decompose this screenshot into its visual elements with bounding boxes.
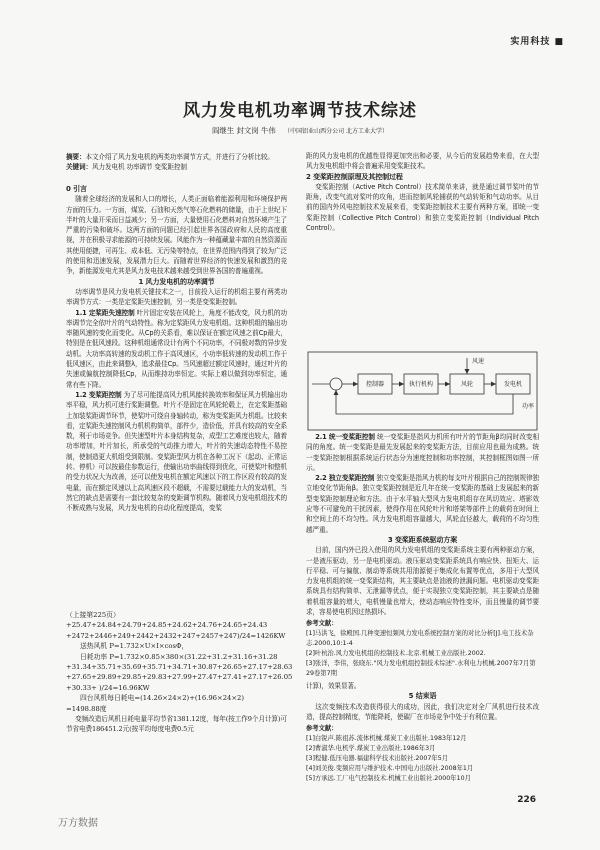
- calculation-block: [66, 610, 293, 735]
- paragraph-section-2-2: 独立变桨距是指风力机的每支叶片根据自己的控制规律独立地变化节距角β。独立变桨距控制是近几年在统一变桨距的基础上发展起来的新型变桨距控制理论和方法。由于水平轴大型风力发电机组存在风切效应、塔影效应等不可避免的干扰因素，使得作用在风轮叶片和塔架等部件上的载荷在时间上和空间上的不均匀性。风力发电机组容量越大，风轮直径越大，载荷的不均匀性越严重。: [306, 474, 539, 534]
- diagram-label-output: 功率: [521, 403, 535, 410]
- reference-item: [2]叶杭治.风力发电机组的控制技术.北京.机械工业出版社.2002.: [306, 650, 486, 657]
- heading-section-3: 3 变桨距系统驱动方案: [387, 535, 458, 544]
- author-line: [0, 125, 600, 136]
- reference-item: [3]程健.低压电器.福建科学技术出版社.2007年5月: [306, 755, 449, 762]
- keywords-text: 风力发电机 功率调节 变桨距控制: [91, 163, 187, 172]
- abstract-text: 本文介绍了风力发电机的两类功率调节方式，并进行了分析比较。: [85, 153, 274, 161]
- paragraph-section-1: 功率调节是风力发电机关键技术之一，目前投入运行的机组主要有两类功率调节方式：一类是定桨距失速控制，另一类是变桨距控制。: [66, 287, 287, 307]
- paragraph-section-3: 目前，国内外已投入使用的风力发电机组的变桨距系统主要有两种驱动方案，一是液压驱动，另一是电机驱动。液压驱动变桨距系统具有响应快、扭矩大、运行平稳、可与偏航、制动等系统共用油源便于集成化布置等优点，多用于大型风力发电机组的统一变桨距结构，其主要缺点是油液的泄漏问题。电机驱动变桨距系统具有结构简单、无泄漏等优点，便于实现独立变桨距控制，其主要缺点是随着机组容量的增大，电机慢量也增大，使动态响应特性变坏，而且慢量的调节要求，容易使电机因过热损坏。: [306, 546, 539, 617]
- calc-line: =1498.88度: [66, 704, 107, 713]
- heading-section-1: 1 风力发电机的功率调节: [138, 277, 215, 286]
- paragraph-section-1-1: 叶片固定安装在风轮上，角度不能改变，风力机的功率调节完全依叶片的气动特性。称为定桨距风力发电机组。这种机组的输出功率随风速的变化而变化。从Cp的关系看，难以保证在额定风速之前Cp最大，特别是在低风速段。这种机组通常设计有两个不同功率，不同极对数的异步发动机。大功率高转速的发动机工作于高风速区，小功率低转速的发动机工作于低风速区，由此来调整λ，追求最佳Cp。当风速超过额定风速时，通过叶片的失速或偏航控制降低Cp，从而维持功率恒定。实际上难以做到功率恒定，通常有些下降。: [66, 308, 287, 389]
- paragraph-savings: 变频改造后风机日耗电量平均节省1381.12度，每年(按工作9个月计算)可节省电费186451.2元(按平均每度电费0.5元: [66, 715, 287, 734]
- reference-item: [1]白锐声.陈祖苏.流体机械.煤炭工业出版社.1983年12月: [306, 735, 467, 742]
- paragraph-section-2-1: 统一变桨距是指风力机所有叶片的节距角β均同时改变相同的角度。统一变桨距是最先发展起来的变桨距方法，目前应用也最为成熟。统一变桨距控制根据系统运行状态分为速度控制和功率控制，其控制框图如图一所示。: [306, 433, 539, 472]
- diagram-label-controller: 控制器: [365, 381, 385, 388]
- right-column-top: [306, 151, 539, 233]
- abstract-label: 摘要：: [66, 153, 86, 161]
- calc-line: 日耗功率 P=1.732×0.85×380×(31.22+31.2+31.16+31.28: [80, 652, 278, 661]
- keywords-label: 关键词：: [66, 163, 92, 172]
- calc-line: +27.65+29.89+29.85+29.83+27.99+27.47+27.41+27.17+26.05: [66, 673, 293, 682]
- left-column: [66, 184, 287, 514]
- column-badge: 实用科技 ■: [510, 37, 564, 47]
- paragraph-intro: 随着全球经济的发展和人口的增长，人类正面临着能源利用和环境保护两方面的压力。一方面，煤炭、石油和天然气等石化燃料的储量，由于上世纪下半叶的大量开采而日益减少；另一方面，大量使用石化燃料对自然环境产生了严重的污染和破坏。这两方面的问题已经引起世界各国政府和人民的高度重视，并在积极寻求能源的可持续发展。风能作为一种蕴藏量丰富的自然资源而其使用便捷，可再生、成本低、无污染等特点，在世界范围内得到了较为广泛的使用和迅速发展，发展潜力巨大。而随着世界经济的快速发展和激烈的竞争，新能源发电尤其是风力发电技术越来越受到世界各国的普遍重视。: [66, 195, 287, 276]
- abstract-block: [66, 152, 286, 173]
- right-column-middle: [306, 432, 539, 617]
- diagram-label-rotor: 风轮: [460, 381, 474, 388]
- calc-line: +25.47+24.84+24.79+24.85+24.62+24.76+24.65+24.43: [66, 621, 268, 630]
- heading-section-2-2: 2.2 独立变桨距控制: [315, 474, 375, 483]
- heading-section-2-1: 2.1 统一变桨距控制: [315, 433, 375, 441]
- reference-item: [5]方承远.工厂电气控制技术.机械工业出版社.2000年10月: [306, 775, 471, 782]
- watermark: 万方数据: [58, 818, 98, 829]
- reference-item: [2]曹淑华.电机学.煤炭工业出版社.1986年3月: [306, 745, 436, 752]
- reference-item: [3]张洋，李伟，张晓东."风力发电机组控制技术综述".水利电力机械.2007年7月第29卷第7期: [306, 660, 536, 677]
- heading-intro: 0 引言: [66, 185, 87, 193]
- heading-section-1-1: 1.1 定桨距失速控制: [75, 308, 135, 317]
- heading-section-1-2: 1.2 变桨距控制: [75, 390, 122, 399]
- references-label-top: 参考文献：: [306, 620, 338, 627]
- paragraph-section-2: 变桨距控制（Active Pitch Control）技术简单来讲，就是通过调节桨叶的节距角，改变气流对桨叶的攻角，进而控制风轮捕获的气动转矩和气动功率。从目前的国内外风电控制技术发展来看，变桨距控制技术主要有两种方案，即统一变桨距控制（Collective Pitch Control）和独立变桨距控制（Individual Pitch Control）。: [306, 182, 539, 233]
- paragraph-section-1-2: 为了尽可能提高风力机风能转换效率和保证风力机输出功率平稳，风力机可进行桨距调整。叶片不是固定在风轮轮毂上，在定桨距基础上加装桨距调节环节，使桨叶可绕自身轴转动，称为变桨距风力机组。比较来看，定桨距失速控制风力机机构简单，部件少，造价低，并具有较高的安全系数，利于市场竞争。但失速型叶片本身结构复杂，成型工艺难度也较大，随着功率增加，叶片加长，所承受的气动推力增大，叶片的失速动态特性不易控制，使制造更大机组受到限制。变桨距型风力机在各种工况下（起动、正常运转、停机）可以按最佳参数运行，使输出功率曲线得到优化，可使桨叶和整机的受力状况大为改善，还可以使发电机在额定风速以下的工作区段有较高的发电量，而在额定风速以上高风速区段不超载，不需要过载能力大的发动机，当然它的缺点是需要有一套比较复杂的变距调节机构。随着风力发电机组技术的不断成熟与发展，风力发电机的自动化程度提高，变桨: [66, 390, 288, 513]
- paragraph-conclusion-cont: 计算)，效果显著。: [306, 682, 361, 690]
- paragraph-continued: 距的风力发电机的优越性显得更加突出和必要，从今后的发展趋势来看，在大型风力发电机组中将会普遍采用变桨距技术。: [306, 152, 539, 171]
- calc-line: +2472+2446+249+2442+2432+247+2457+247)/24=1426KW: [66, 631, 286, 640]
- diagram-label-actuator: 执行机构: [408, 381, 434, 388]
- calc-line: +31.34+35.71+35.69+35.71+34.71+30.87+26.65+27.17+28.63: [66, 663, 293, 672]
- author-names: 阎继生 封文岗 牛伟: [211, 126, 276, 135]
- reference-list-top: [306, 619, 539, 679]
- calc-line: 四台风机每日耗电=(14.26×24×2)+(16.96×24×2): [80, 694, 245, 703]
- summing-junction-1: [330, 378, 342, 390]
- diagram-frame: [308, 352, 537, 430]
- conclusion-block: [306, 681, 539, 722]
- heading-conclusion: 5 结束语: [408, 692, 437, 701]
- author-affiliation: （中国铝业山西分公司 北方工业大学）: [284, 128, 389, 135]
- control-block-diagram: [306, 350, 539, 432]
- references-label-bottom: 参考文献：: [306, 725, 338, 732]
- reference-item: [4]刘美俊.变频应用与维护技术.中国电力出版社.2008年1月: [306, 765, 474, 772]
- reference-list-bottom: [306, 724, 539, 784]
- continuation-note: （上接第225页）: [66, 611, 120, 619]
- reference-item: [1]马洪飞，徐殿国.几种变速恒频风力发电系统控制方案的对比分析[J].电工技术杂志.2000,10:1-4: [306, 630, 534, 647]
- heading-section-2: 2 变桨距控制原理及其控制过程: [306, 172, 403, 181]
- calc-line: 送热风机 P=1.732×U×I×cosΦ，: [80, 642, 189, 651]
- article-title: 风力发电机功率调节技术综述: [183, 101, 417, 121]
- diagram-label-generator: 发电机: [503, 381, 523, 388]
- diagram-label-wind: 风速: [471, 358, 485, 365]
- calc-line: +30.33+ )/24=16.96KW: [66, 683, 150, 692]
- page-number: 226: [517, 795, 536, 805]
- paragraph-conclusion: 这次变频技术改造获得很大的成功，因此，我们决定对全厂风机进行技术改造，提高控制精度，节能降耗，使碳厂在市场竞争中处于有利位置。: [306, 702, 539, 721]
